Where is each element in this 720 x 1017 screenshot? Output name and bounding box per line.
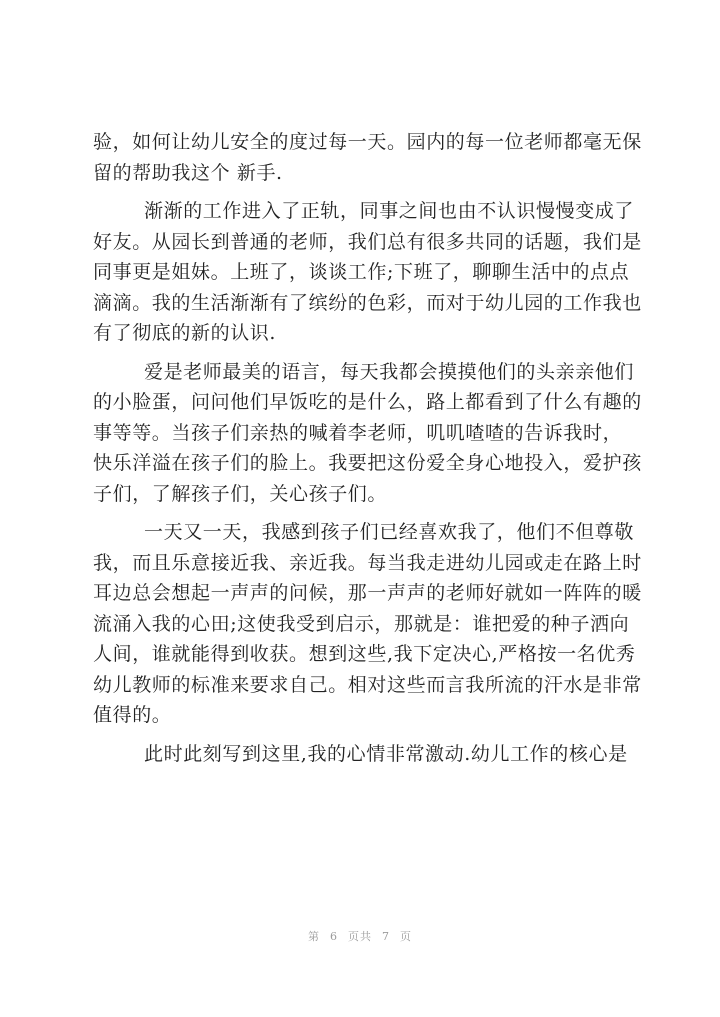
text-line: 幼儿教师的标准来要求自己。相对这些而言我所流的汗水是非常 xyxy=(93,673,642,696)
text-line: 好友。从园长到普通的老师，我们总有很多共同的话题，我们是 xyxy=(93,230,642,253)
page-footer xyxy=(0,928,720,944)
body-text xyxy=(93,127,641,769)
text-line: 事等等。当孩子们亲热的喊着李老师，叽叽喳喳的告诉我时， xyxy=(93,421,623,444)
text-line: 我，而且乐意接近我、亲近我。每当我走进幼儿园或走在路上时 xyxy=(93,551,642,574)
paragraph-start-line: 此时此刻写到这里,我的心情非常激动.幼儿工作的核心是 xyxy=(144,742,628,765)
text-line: 耳边总会想起一声声的问候，那一声声的老师好就如一阵阵的暖 xyxy=(93,582,642,604)
text-line: 留的帮助我这个 新手. xyxy=(93,161,283,184)
paragraph-start-line: 渐渐的工作进入了正轨，同事之间也由不认识慢慢变成了 xyxy=(144,200,635,222)
text-line: 同事更是姐妹。上班了，谈谈工作;下班了，聊聊生活中的点点 xyxy=(93,261,630,283)
text-line: 子们，了解孩子们，关心孩子们。 xyxy=(93,482,388,505)
total-pages-number: 7 xyxy=(382,930,390,943)
text-line: 值得的。 xyxy=(93,704,172,726)
text-line: 流涌入我的心田;这使我受到启示，那就是：谁把爱的种子洒向 xyxy=(93,612,630,635)
text-line: 验，如何让幼儿安全的度过每一天。园内的每一位老师都毫无保 xyxy=(93,131,642,153)
text-line: 人间，谁就能得到收获。想到这些,我下定决心,严格按一名优秀 xyxy=(93,643,636,665)
page-label-mid: 页共 xyxy=(348,930,372,943)
text-line: 快乐洋溢在孩子们的脸上。我要把这份爱全身心地投入，爱护孩 xyxy=(93,452,642,474)
page-label-prefix: 第 xyxy=(308,930,320,943)
text-line: 的小脸蛋，问问他们早饭吃的是什么，路上都看到了什么有趣的 xyxy=(93,391,642,413)
paragraph-start-line: 爱是老师最美的语言，每天我都会摸摸他们的头亲亲他们 xyxy=(144,360,635,383)
text-line: 有了彻底的新的认识. xyxy=(93,322,277,344)
paragraph-start-line: 一天又一天，我感到孩子们已经喜欢我了，他们不但尊敬 xyxy=(144,521,635,543)
page-label-suffix: 页 xyxy=(400,930,412,943)
current-page-number: 6 xyxy=(330,930,338,943)
text-line: 滴滴。我的生活渐渐有了缤纷的色彩，而对于幼儿园的工作我也 xyxy=(93,291,642,314)
